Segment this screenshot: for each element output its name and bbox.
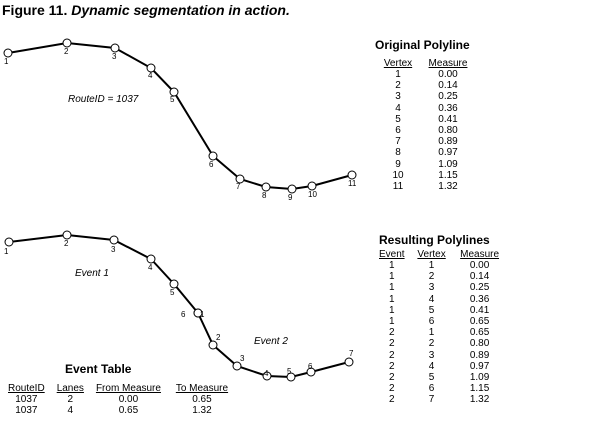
table-cell: 1 — [389, 260, 395, 271]
event1-vertex-label: 3 — [111, 245, 116, 254]
table-row — [373, 305, 507, 316]
column-header: Vertex — [417, 249, 446, 260]
event1-vertex — [147, 255, 155, 263]
event2-vertex — [209, 341, 217, 349]
event2-vertex-label: 7 — [349, 349, 354, 358]
original-vertex-label: 7 — [236, 182, 241, 191]
event1-vertex-label: 5 — [170, 288, 175, 297]
table-cell: 6 — [428, 316, 435, 328]
table-cell: 7 — [395, 136, 401, 148]
table-cell: 0.36 — [438, 102, 458, 114]
table-row — [377, 147, 477, 158]
table-cell: 0.97 — [469, 360, 490, 372]
table-cell: 0.41 — [469, 304, 490, 316]
table-cell: 9 — [395, 158, 401, 170]
table-row — [373, 282, 507, 293]
original-vertex — [288, 185, 296, 193]
table-cell: 7 — [428, 394, 435, 406]
table-cell: 0.89 — [438, 136, 458, 148]
table-row — [377, 125, 477, 136]
table-cell: 1.09 — [438, 158, 458, 170]
original-vertex-label: 8 — [262, 191, 267, 200]
event2-vertex-label: 5 — [287, 367, 292, 376]
table-cell: 2 — [389, 383, 395, 395]
original-vertex-label: 3 — [112, 52, 117, 61]
table-row — [373, 394, 507, 405]
event2-vertex — [345, 358, 353, 366]
table-cell: 0.89 — [469, 349, 490, 361]
table-cell: 6 — [428, 383, 435, 395]
table-row — [373, 372, 507, 383]
table-cell: 2 — [395, 80, 401, 92]
event1-vertex — [170, 280, 178, 288]
table-row — [377, 170, 477, 181]
event2-vertex-label: 3 — [240, 354, 245, 363]
column-header: Event — [379, 249, 405, 260]
original-vertex-label: 6 — [209, 160, 214, 169]
event1-vertex — [5, 238, 13, 246]
table-cell: 0.25 — [469, 282, 490, 294]
table-cell: 2 — [428, 338, 435, 350]
table-cell: 2 — [389, 394, 395, 406]
table-row — [377, 181, 477, 192]
table-cell: 2 — [389, 360, 395, 372]
original-vertex — [308, 182, 316, 190]
event1-vertex — [63, 231, 71, 239]
table-cell: 0.65 — [118, 405, 139, 417]
table-row — [373, 294, 507, 305]
original-line — [8, 43, 352, 189]
table-cell: 0.00 — [469, 260, 490, 271]
column-header: Measure — [460, 249, 500, 260]
table-row — [2, 405, 237, 416]
event1-vertex-label: 6 — [181, 310, 186, 319]
table-row — [2, 394, 237, 405]
table-cell: 4 — [428, 293, 435, 305]
resulting-polylines-title: Resulting Polylines — [379, 233, 490, 247]
original-vertex-label: 9 — [288, 193, 293, 202]
table-cell: 1 — [395, 69, 401, 80]
table-row — [377, 80, 477, 91]
table-cell: 4 — [395, 102, 401, 114]
table-cell: 8 — [395, 147, 401, 159]
table-row — [377, 91, 477, 102]
table-cell: 1 — [389, 282, 395, 294]
event2-vertex-label: 2 — [216, 333, 221, 342]
original-polyline-title: Original Polyline — [375, 38, 470, 52]
table-cell: 2 — [389, 372, 395, 384]
table-row — [373, 350, 507, 361]
column-header: Lanes — [56, 383, 84, 394]
table-cell: 3 — [428, 282, 435, 294]
original-vertex-label: 1 — [4, 57, 9, 66]
table-row — [377, 114, 477, 125]
table-cell: 1 — [389, 304, 395, 316]
original-vertex — [262, 183, 270, 191]
table-cell: 1037 — [15, 394, 38, 405]
event2-vertex-label: 1 — [200, 310, 205, 319]
table-cell: 0.00 — [438, 69, 458, 80]
event1-vertex-label: 4 — [148, 263, 153, 272]
table-row — [373, 327, 507, 338]
table-cell: 1.15 — [438, 169, 458, 181]
table-cell: 5 — [428, 304, 435, 316]
original-vertex — [63, 39, 71, 47]
event1-vertex — [110, 236, 118, 244]
table-cell: 0.80 — [438, 125, 458, 137]
original-polyline — [4, 39, 357, 202]
table-cell: 0.14 — [469, 271, 490, 283]
table-cell: 4 — [428, 360, 435, 372]
table-row — [373, 260, 507, 271]
table-cell: 2 — [389, 338, 395, 350]
original-vertex — [348, 171, 356, 179]
table-cell: 1 — [428, 327, 435, 339]
table-cell: 2 — [389, 327, 395, 339]
table-cell: 0.36 — [469, 293, 490, 305]
event2-vertex-label: 6 — [308, 362, 313, 371]
original-vertex — [111, 44, 119, 52]
table-cell: 1.32 — [192, 405, 212, 417]
column-header: Measure — [428, 58, 468, 69]
table-cell: 11 — [392, 181, 404, 193]
table-row — [373, 271, 507, 282]
column-header: Vertex — [383, 58, 413, 69]
table-cell: 1 — [428, 260, 435, 271]
original-vertex-label: 4 — [148, 71, 153, 80]
table-row — [377, 69, 477, 80]
event1-vertex-label: 2 — [64, 239, 69, 248]
event2-vertex — [233, 362, 241, 370]
table-cell: 1.15 — [469, 383, 490, 395]
table-cell: 1.32 — [469, 394, 490, 406]
table-cell: 3 — [395, 91, 401, 103]
event1-label: Event 1 — [75, 268, 109, 279]
table-cell: 1 — [389, 316, 395, 328]
table-cell: 2 — [389, 349, 395, 361]
table-cell: 2 — [67, 394, 74, 405]
table-cell: 1.32 — [438, 181, 458, 193]
original-vertex-label: 5 — [170, 95, 175, 104]
table-row — [377, 159, 477, 170]
table-cell: 1037 — [15, 405, 38, 417]
table-row — [377, 103, 477, 114]
table-row — [373, 316, 507, 327]
table-cell: 6 — [395, 125, 401, 137]
original-vertex-label: 10 — [308, 190, 317, 199]
table-cell: 0.80 — [469, 338, 490, 350]
table-row — [373, 361, 507, 372]
table-cell: 0.14 — [438, 80, 458, 92]
table-cell: 0.65 — [469, 327, 490, 339]
table-cell: 0.00 — [118, 394, 139, 405]
table-cell: 1.09 — [469, 372, 490, 384]
event1-vertex-label: 1 — [4, 247, 9, 256]
column-header: RouteID — [8, 383, 45, 394]
column-header: From Measure — [95, 383, 161, 394]
table-cell: 3 — [428, 349, 435, 361]
resulting-polylines-table — [373, 249, 507, 406]
table-cell: 1 — [389, 271, 395, 283]
table-row — [373, 338, 507, 349]
event2-vertex-label: 4 — [264, 369, 269, 378]
table-row — [373, 383, 507, 394]
figure-number: Figure 11. — [2, 2, 68, 18]
original-vertex-label: 2 — [64, 47, 69, 56]
table-cell: 4 — [67, 405, 74, 417]
route-id-label: RouteID = 1037 — [68, 94, 139, 105]
table-cell: 10 — [392, 169, 404, 181]
table-cell: 0.65 — [192, 394, 212, 405]
table-cell: 0.97 — [438, 147, 458, 159]
event-table — [2, 383, 237, 416]
table-cell: 5 — [395, 113, 401, 125]
original-vertex — [209, 152, 217, 160]
original-vertex-label: 11 — [348, 179, 357, 188]
table-cell: 0.41 — [438, 113, 458, 125]
table-cell: 1 — [389, 293, 395, 305]
event-table-title: Event Table — [65, 362, 132, 376]
figure-caption: Dynamic segmentation in action. — [71, 2, 290, 18]
table-cell: 0.65 — [469, 316, 490, 328]
table-cell: 5 — [428, 372, 435, 384]
column-header: To Measure — [175, 383, 229, 394]
table-row — [377, 136, 477, 147]
table-cell: 0.25 — [438, 91, 458, 103]
original-polyline-table — [377, 58, 477, 192]
original-vertex — [4, 49, 12, 57]
table-cell: 2 — [428, 271, 435, 283]
event2-label: Event 2 — [254, 336, 288, 347]
